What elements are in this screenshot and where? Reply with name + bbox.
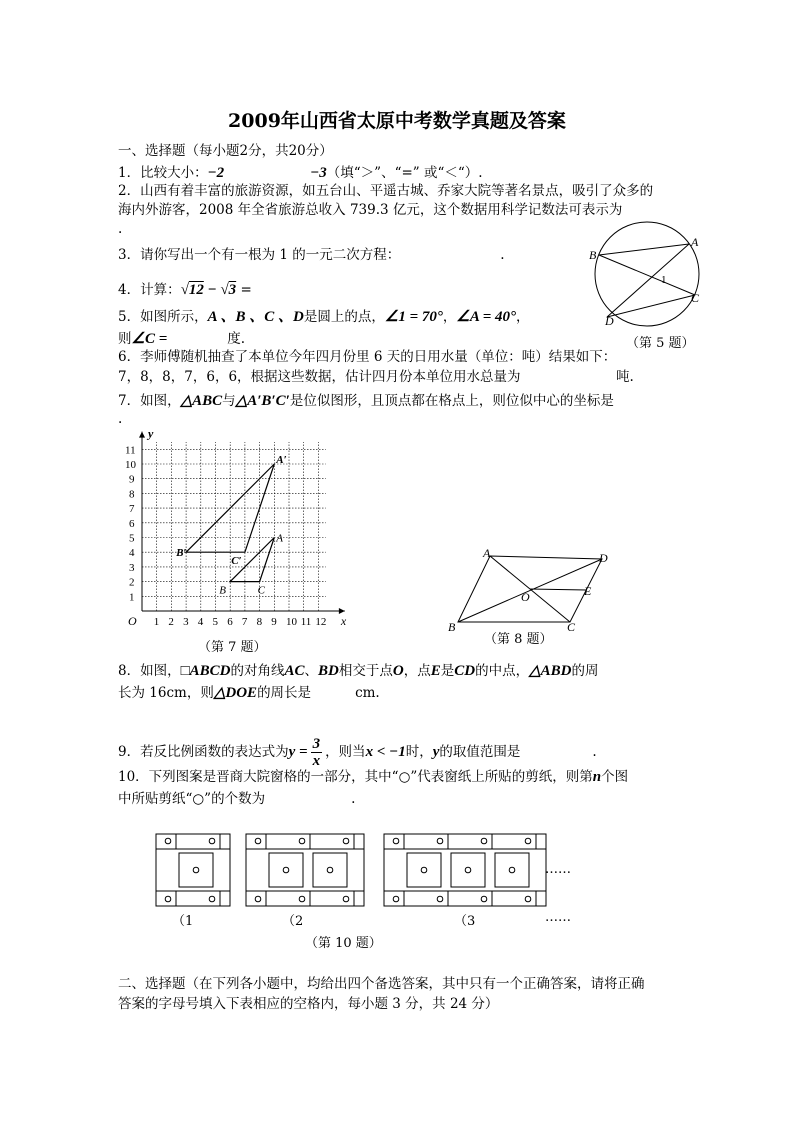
q7-triangle-2: △A′B′C′	[235, 393, 290, 409]
q7-line2: .	[118, 411, 123, 427]
q6-line1: 6．李师傅随机抽查了本单位今年四月份里 6 天的日用水量（单位：吨）结果如下：	[118, 349, 617, 365]
question-3	[118, 246, 505, 264]
x-tick-label: 4	[197, 616, 204, 628]
paper-cut-circle	[165, 838, 171, 844]
paper-cut-circle	[525, 896, 531, 902]
paper-cut-circle	[465, 867, 471, 873]
paper-cut-circle	[283, 867, 289, 873]
q9-t2: 时，	[405, 744, 433, 760]
window-square	[451, 853, 485, 887]
paper-cut-circle	[437, 896, 443, 902]
paper-cut-circle	[481, 838, 487, 844]
q8-line2-mid: 的周长是	[257, 685, 312, 701]
q3-text: 3．请你写出一个有一根为 1 的一元二次方程：	[118, 247, 401, 263]
x-tick-label: 5	[212, 616, 218, 628]
q5-sep: ，	[442, 309, 457, 325]
x-tick-label: 6	[227, 616, 233, 628]
q8-t6: 的中点，	[475, 663, 530, 679]
figure-8-parallelogram	[445, 545, 625, 635]
q1-suffix: （填“＞”、“=” 或“＜“）.	[326, 165, 483, 181]
x-tick-label: 7	[241, 616, 248, 628]
x-tick-label: 11	[300, 616, 312, 628]
caption-pattern-3: （3	[454, 914, 476, 929]
q9-numerator: 3	[312, 736, 321, 752]
fig8-label-a: A	[483, 546, 491, 560]
y-tick-label: 3	[129, 561, 135, 574]
q9-prefix: 9．若反比例函数的表达式为	[118, 744, 289, 760]
q8-t2: 、	[304, 663, 319, 679]
label-b-prime: B′	[176, 547, 187, 560]
paper-cut-circle	[343, 838, 349, 844]
y-tick-label: 4	[129, 547, 135, 560]
q8-cd: CD	[454, 663, 476, 679]
label-b: B	[219, 584, 226, 597]
q10-end: .	[351, 791, 356, 807]
q8-o: O	[392, 663, 404, 679]
q3-end: .	[500, 247, 505, 263]
caption-fig7: （第 7 题）	[198, 640, 267, 655]
paper-cut-circle	[393, 896, 399, 902]
caption-pattern-2: （2	[282, 914, 304, 929]
fig5-label-b: B	[589, 248, 597, 262]
x-tick-label: 12	[315, 616, 327, 628]
paper-cut-circle	[481, 896, 487, 902]
q5-angle-1: ∠1 = 70°	[384, 309, 443, 325]
window-square	[407, 853, 441, 887]
q5-points: A 、B 、C 、D	[207, 309, 304, 325]
paper-cut-circle	[525, 838, 531, 844]
q9-condition: x < −1	[365, 744, 406, 760]
q8-prefix: 8．如图，	[118, 663, 181, 679]
window-frame	[246, 834, 364, 906]
paper-cut-circle	[193, 867, 199, 873]
q8-parallelogram: □ABCD	[180, 663, 231, 679]
fig8-label-d: D	[599, 551, 608, 565]
caption-fig10: （第 10 题）	[305, 936, 382, 951]
paper-cut-circle	[437, 838, 443, 844]
q1-value-a: −2	[207, 165, 225, 181]
fig5-label-a: A	[691, 235, 699, 249]
q7-mid: 与	[222, 393, 236, 409]
caption-fig5: （第 5 题）	[626, 336, 695, 351]
x-tick-label: 8	[256, 616, 263, 628]
figure-5-circle	[585, 222, 715, 330]
paper-cut-circle	[209, 896, 215, 902]
window-square	[269, 853, 303, 887]
q1-prefix: 1．比较大小：	[118, 165, 208, 181]
paper-cut-circle	[393, 838, 399, 844]
x-tick-label: 10	[286, 616, 297, 628]
q8-t4: ，点	[403, 663, 431, 679]
paper-cut-circle	[255, 838, 261, 844]
q5-angle-c: ∠C =	[131, 331, 168, 347]
q8-bd: BD	[318, 663, 339, 679]
q8-abd: △ABD	[529, 663, 572, 679]
q6-line2: 7，8，8，7，6，6，根据这些数据，估计四月份本单位用水总量为	[118, 369, 521, 385]
q5-tail: ，	[516, 309, 530, 325]
q7-suffix: 是位似图形，且顶点都在格点上，则位似中心的坐标是	[289, 393, 614, 409]
question-10	[118, 768, 628, 786]
label-a-prime: A′	[276, 454, 287, 466]
fig8-label-b: B	[448, 620, 456, 634]
q6-unit: 吨.	[616, 369, 634, 385]
paper-cut-circle	[255, 896, 261, 902]
y-tick-label: 1	[129, 591, 135, 604]
question-4	[118, 281, 252, 299]
q9-y: y =	[288, 744, 308, 760]
q1-value-b: −3	[310, 165, 327, 181]
q8-line2-prefix: 长为 16cm，则	[118, 685, 214, 701]
q5-angle-a: ∠A = 40°	[456, 309, 517, 325]
y-tick-label: 9	[129, 473, 135, 486]
q2-line2: 海内外游客，2008 年全省旅游总收入 739.3 亿元，这个数据用科学记数法可表示为	[118, 202, 623, 218]
q7-prefix: 7．如图，	[118, 393, 181, 409]
q9-t1: ，则当	[325, 744, 366, 760]
origin-label: O	[128, 614, 137, 628]
figure-10-window-patterns	[150, 830, 550, 910]
q9-fraction	[311, 736, 323, 769]
q4-prefix: 4．计算：	[118, 282, 181, 298]
q8-line2	[118, 684, 380, 702]
q8-e: E	[430, 663, 441, 679]
fig8-label-e: E	[584, 584, 592, 598]
y-axis-arrow	[139, 432, 145, 438]
paper-cut-circle	[299, 896, 305, 902]
q7-triangle-1: △ABC	[180, 393, 223, 409]
y-tick-label: 8	[129, 488, 135, 501]
window-square	[179, 853, 213, 887]
x-tick-label: 2	[168, 616, 174, 628]
fig8-label-o: O	[521, 590, 530, 604]
q4-minus: −	[207, 282, 217, 298]
paper-cut-circle	[421, 867, 427, 873]
fig5-label-c: C	[691, 291, 700, 305]
q8-t1: 的对角线	[230, 663, 285, 679]
question-1	[118, 164, 483, 182]
x-axis-label: x	[340, 614, 347, 628]
fig5-label-angle1: 1	[661, 274, 667, 286]
q4-expression: √12 − √3	[180, 282, 237, 298]
x-tick-label: 3	[183, 616, 189, 628]
y-axis-label: y	[148, 426, 154, 441]
q8-ac: AC	[284, 663, 305, 679]
q8-unit: cm.	[355, 685, 380, 701]
q2-line1: 2．山西有着丰富的旅游资源，如五台山、平遥古城、乔家大院等著名景点，吸引了众多的	[118, 183, 654, 199]
q8-doe: △DOE	[213, 685, 258, 701]
y-tick-label: 7	[129, 503, 135, 516]
window-square	[495, 853, 529, 887]
q4-radicand-a: 12	[188, 282, 204, 298]
q10-line1-prefix: 10．下列图案是晋商大院窗格的一部分，其中“○”代表窗纸上所贴的剪纸，则第	[118, 769, 593, 785]
y-tick-label: 6	[129, 517, 135, 530]
paper-cut-circle	[509, 867, 515, 873]
q4-equals: =	[240, 282, 252, 298]
q10-line2	[118, 790, 355, 808]
y-tick-label: 11	[125, 444, 136, 457]
y-tick-label: 10	[125, 459, 136, 471]
section2-line2: 答案的字母号填入下表相应的空格内，每小题 3 分，共 24 分）	[118, 996, 499, 1012]
q10-line1-suffix: 个图	[601, 769, 629, 785]
q9-end: .	[592, 744, 597, 760]
q5-line2-prefix: 则	[118, 331, 132, 347]
q9-t3: 的取值范围是	[439, 744, 521, 760]
x-tick-label: 9	[271, 616, 277, 628]
fig8-label-c: C	[567, 620, 576, 634]
q2-line3: .	[118, 221, 123, 237]
question-8	[118, 662, 598, 680]
paper-cut-circle	[299, 838, 305, 844]
figure-7-grid	[118, 428, 348, 628]
q8-t5: 是	[440, 663, 455, 679]
question-7	[118, 392, 614, 410]
caption-fig8: （第 8 题）	[484, 632, 553, 647]
x-tick-label: 1	[153, 616, 160, 628]
caption-dots-1: ……	[545, 862, 571, 877]
label-c: C	[257, 584, 265, 597]
paper-cut-circle	[343, 896, 349, 902]
caption-pattern-1: （1	[172, 914, 194, 929]
paper-cut-circle	[327, 867, 333, 873]
q9-y-var: y	[432, 744, 440, 760]
q10-n: n	[592, 769, 602, 785]
y-tick-label: 2	[129, 576, 135, 589]
q5-line2-suffix: 度.	[227, 331, 246, 347]
window-square	[313, 853, 347, 887]
q5-mid: 是圆上的点，	[303, 309, 385, 325]
caption-dots-2: ……	[545, 910, 571, 925]
question-9	[118, 736, 597, 769]
q4-radicand-b: 3	[228, 282, 237, 298]
fig5-label-d: D	[605, 314, 614, 328]
paper-cut-circle	[209, 838, 215, 844]
q9-denominator: x	[312, 753, 321, 769]
section2-line1: 二、选择题（在下列各小题中，均给出四个备选答案，其中只有一个正确答案，请将正确	[118, 976, 645, 992]
q5-line2	[118, 330, 245, 348]
paper-cut-circle	[165, 896, 171, 902]
question-5	[118, 308, 530, 326]
q8-t3: 相交于点	[338, 663, 393, 679]
label-a: A	[276, 532, 284, 545]
q10-line2-text: 中所贴剪纸“○”的个数为	[118, 791, 266, 807]
q5-prefix: 5．如图所示，	[118, 309, 208, 325]
page-title: 2009年山西省太原中考数学真题及答案	[228, 110, 566, 132]
section-heading-1: 一、选择题（每小题2分，共20分）	[118, 143, 333, 159]
y-tick-label: 5	[129, 532, 135, 545]
q8-t7: 的周	[571, 663, 599, 679]
label-c-prime: C′	[231, 555, 242, 568]
